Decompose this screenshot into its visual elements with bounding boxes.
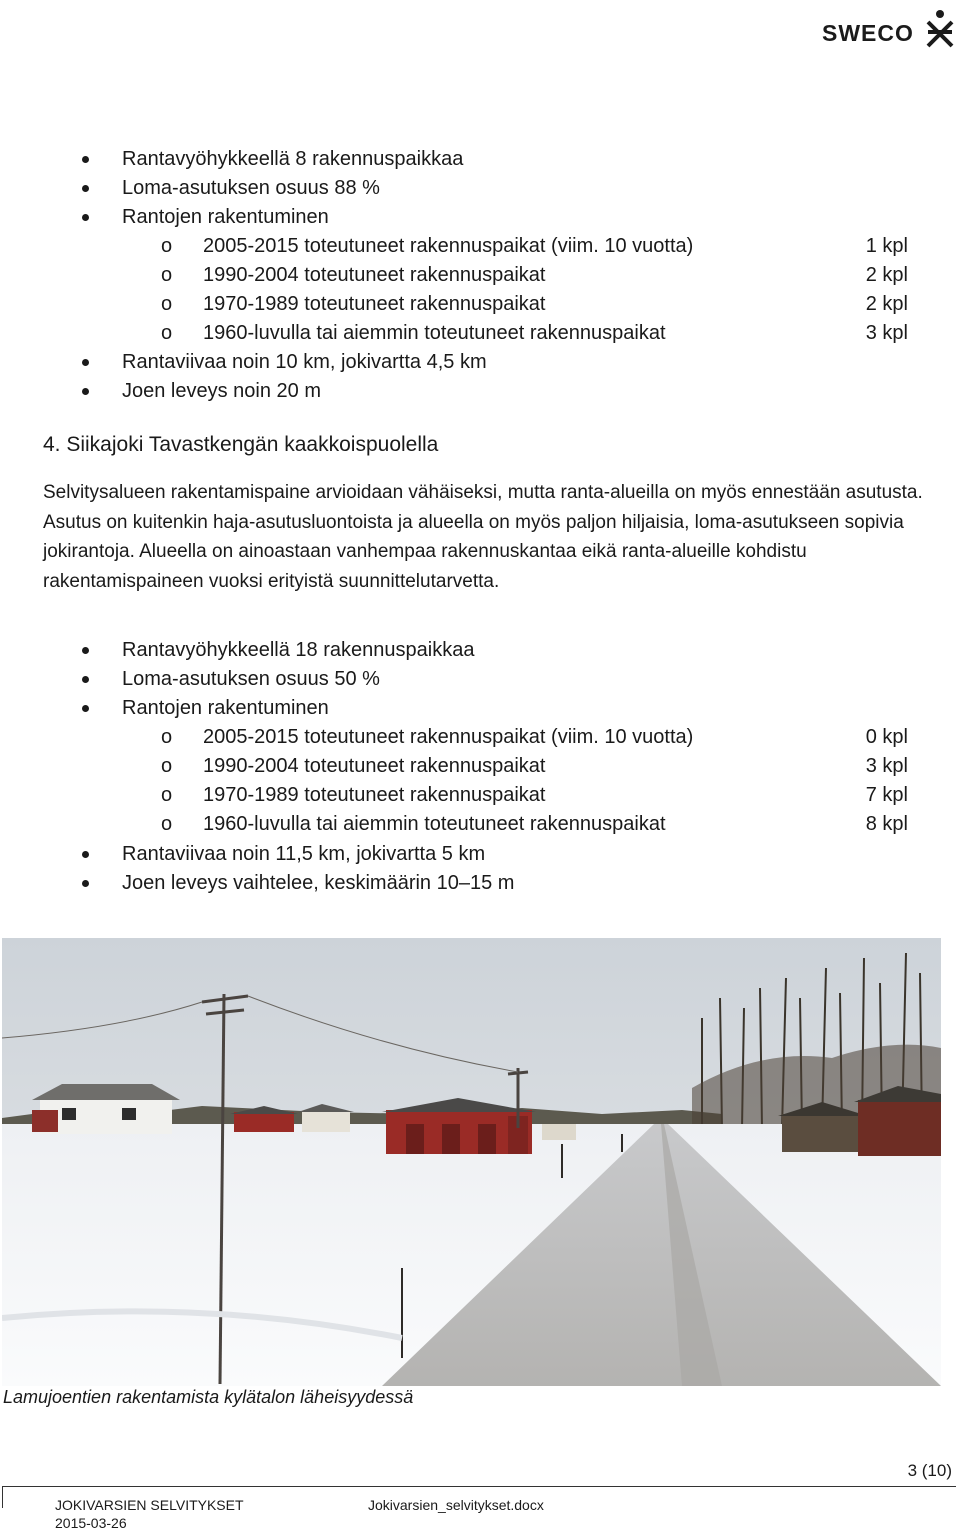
sub-item-quantity: 1 kpl (865, 235, 908, 257)
bullet-icon (82, 185, 89, 192)
sub-item-quantity: 7 kpl (865, 784, 908, 806)
list-item-text: Joen leveys noin 20 m (122, 380, 322, 402)
list-item (0, 665, 960, 694)
footer-document-title: JOKIVARSIEN SELVITYKSET (55, 1497, 244, 1513)
sub-item-label: 1970-1989 toteutuneet rakennuspaikat (203, 293, 546, 315)
list-item-text: Rantavyöhykkeellä 8 rakennuspaikkaa (122, 148, 464, 170)
bullet-icon (82, 705, 89, 712)
circle-bullet-icon: o (161, 264, 173, 286)
sub-list-item (0, 781, 960, 810)
sub-item-quantity: 8 kpl (865, 813, 908, 835)
sub-item-quantity: 2 kpl (865, 264, 908, 286)
sub-item-label: 1970-1989 toteutuneet rakennuspaikat (203, 784, 546, 806)
sub-list-item (0, 290, 960, 319)
snowy-road-photo (2, 938, 941, 1386)
sub-list-item (0, 232, 960, 261)
sub-item-label: 2005-2015 toteutuneet rakennuspaikat (viim. 10 vuotta) (203, 235, 694, 257)
footer-date: 2015-03-26 (55, 1515, 127, 1531)
sub-list-item (0, 810, 960, 839)
bullet-icon (82, 388, 89, 395)
sub-item-label: 2005-2015 toteutuneet rakennuspaikat (viim. 10 vuotta) (203, 726, 694, 748)
list-item-text: Rantojen rakentuminen (122, 206, 329, 228)
section-heading: 4. Siikajoki Tavastkengän kaakkoispuolella (43, 433, 439, 456)
sub-list-item (0, 723, 960, 752)
footer-divider (2, 1486, 956, 1487)
sweco-logo (822, 8, 956, 48)
list-item-text: Rantavyöhykkeellä 18 rakennuspaikkaa (122, 639, 475, 661)
circle-bullet-icon: o (161, 813, 173, 835)
list-item-text: Joen leveys vaihtelee, keskimäärin 10–15 m (122, 872, 515, 894)
list-item-text: Rantojen rakentuminen (122, 697, 329, 719)
circle-bullet-icon: o (161, 293, 173, 315)
sub-list-item (0, 261, 960, 290)
list-item-text: Rantaviivaa noin 10 km, jokivartta 4,5 km (122, 351, 487, 373)
sub-item-quantity: 3 kpl (865, 755, 908, 777)
sub-item-quantity: 3 kpl (865, 322, 908, 344)
list-item (0, 174, 960, 203)
bullet-icon (82, 880, 89, 887)
sub-item-quantity: 0 kpl (865, 726, 908, 748)
sub-item-label: 1990-2004 toteutuneet rakennuspaikat (203, 264, 546, 286)
bullet-icon (82, 851, 89, 858)
list-item (0, 145, 960, 174)
list-item (0, 636, 960, 665)
bullet-icon (82, 359, 89, 366)
list-item-text: Rantaviivaa noin 11,5 km, jokivartta 5 km (122, 843, 486, 865)
bullet-icon (82, 676, 89, 683)
list-item (0, 377, 960, 406)
list-item (0, 840, 960, 869)
list-item (0, 203, 960, 232)
sub-item-label: 1960-luvulla tai aiemmin toteutuneet rakennuspaikat (203, 813, 666, 835)
sub-list-item (0, 319, 960, 348)
section-paragraph: Selvitysalueen rakentamispaine arvioidaan vähäiseksi, mutta ranta-alueilla on myös ennestään asutusta. Asutus on kuitenkin haja-asutusluontoista ja alueella on myös paljon hiljaisia, loma-asutukseen sopivia jokirantoja. Alueella on ainoastaan vanhempaa rakennuskantaa eikä ranta-alueille kohdistu rakentamispaineen vuoksi erityistä suunnittelutarvetta. (43, 482, 923, 592)
sub-item-label: 1990-2004 toteutuneet rakennuspaikat (203, 755, 546, 777)
circle-bullet-icon: o (161, 784, 173, 806)
footer-file-name: Jokivarsien_selvitykset.docx (368, 1497, 544, 1513)
sub-item-label: 1960-luvulla tai aiemmin toteutuneet rakennuspaikat (203, 322, 666, 344)
sweco-mark-icon (924, 8, 956, 48)
photo-caption: Lamujoentien rakentamista kylätalon läheisyydessä (3, 1387, 414, 1407)
sub-item-quantity: 2 kpl (865, 293, 908, 315)
bullet-icon (82, 156, 89, 163)
bullet-icon (82, 647, 89, 654)
logo-wordmark: SWECO (822, 20, 914, 46)
bullet-icon (82, 214, 89, 221)
page-number: 3 (10) (907, 1461, 952, 1480)
footer-divider-tick (2, 1486, 3, 1508)
circle-bullet-icon: o (161, 235, 173, 257)
list-item (0, 869, 960, 898)
list-item-text: Loma-asutuksen osuus 88 % (122, 177, 380, 199)
list-item-text: Loma-asutuksen osuus 50 % (122, 668, 380, 690)
list-item (0, 694, 960, 723)
circle-bullet-icon: o (161, 755, 173, 777)
sub-list-item (0, 752, 960, 781)
list-item (0, 348, 960, 377)
circle-bullet-icon: o (161, 726, 173, 748)
circle-bullet-icon: o (161, 322, 173, 344)
